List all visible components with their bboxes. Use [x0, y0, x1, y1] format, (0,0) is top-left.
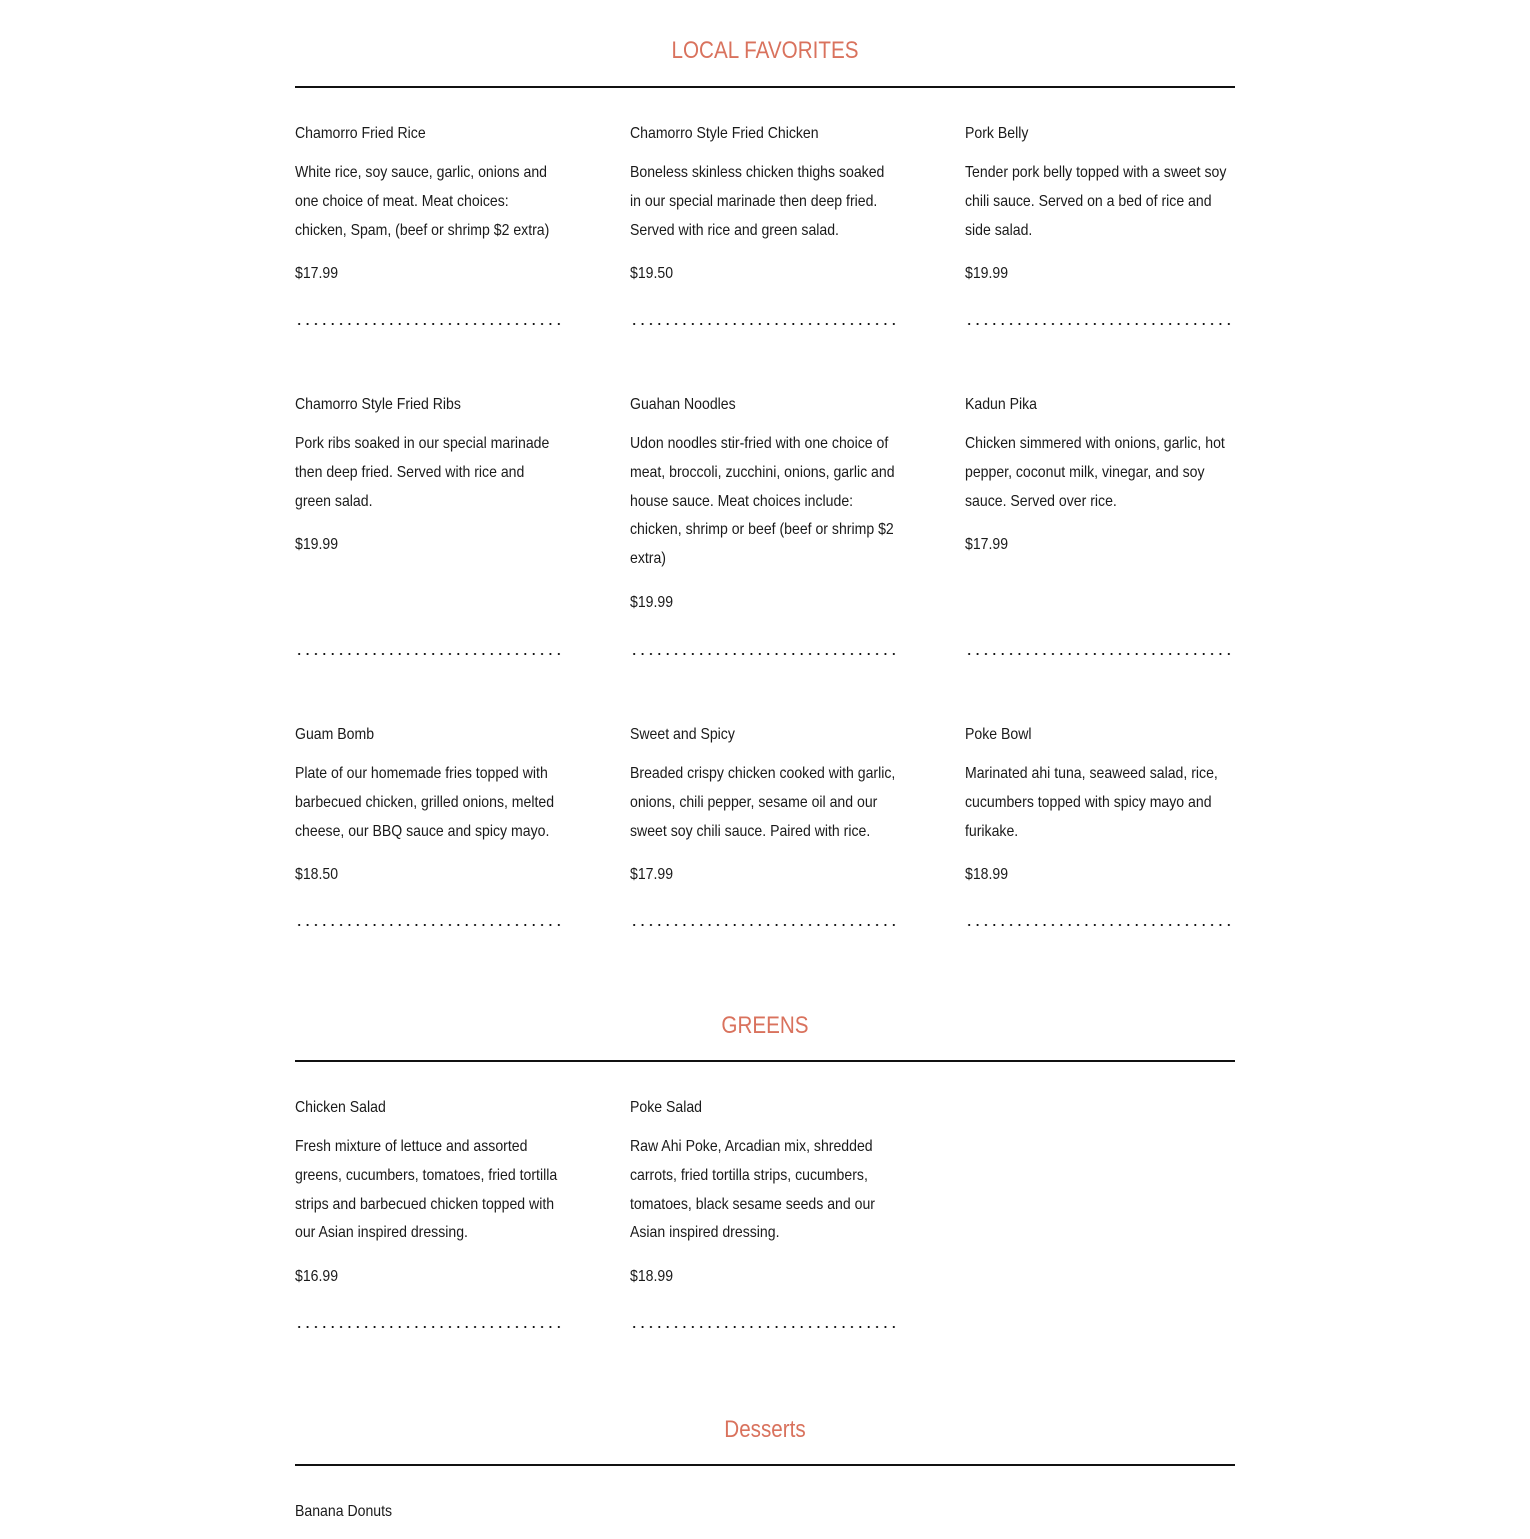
item-description: Boneless skinless chicken thighs soaked in our special marinade then deep fried. Served with rice and green salad.: [630, 164, 885, 239]
menu-item: [630, 1098, 900, 1338]
dotted-divider: [630, 652, 898, 656]
item-name: Chamorro Style Fried Chicken: [630, 125, 819, 142]
item-description: Breaded crispy chicken cooked with garlic, onions, chili pepper, sesame oil and our sweet soy chili sauce. Paired with rice.: [630, 765, 896, 840]
item-name: Guam Bomb: [295, 726, 375, 743]
item-name: Sweet and Spicy: [630, 726, 735, 743]
menu-item: [965, 725, 1235, 925]
menu-item: [295, 395, 565, 725]
item-price: $16.99: [295, 1268, 339, 1286]
item-price: $18.50: [295, 866, 339, 884]
menu-item: [295, 725, 565, 925]
section-divider: [295, 86, 1235, 88]
item-name: Chamorro Style Fried Ribs: [295, 396, 461, 413]
item-name: Pork Belly: [965, 125, 1029, 142]
item-name: Guahan Noodles: [630, 396, 736, 413]
item-description: Raw Ahi Poke, Arcadian mix, shredded carrots, fried tortilla strips, cucumbers, tomatoes, black sesame seeds and our Asian inspired dressing.: [630, 1138, 875, 1242]
menu: [295, 0, 1235, 1520]
menu-grid: [295, 1098, 1235, 1338]
item-price: $19.99: [630, 593, 674, 611]
item-description: Plate of our homemade fries topped with barbecued chicken, grilled onions, melted cheese, our BBQ sauce and spicy mayo.: [295, 765, 555, 840]
dotted-divider: [295, 923, 563, 927]
item-description: Tender pork belly topped with a sweet soy chili sauce. Served on a bed of rice and side salad.: [965, 164, 1227, 239]
item-price: $17.99: [630, 866, 674, 884]
item-price: $17.99: [965, 536, 1009, 554]
item-price: $19.50: [630, 265, 674, 283]
item-description: Pork ribs soaked in our special marinade then deep fried. Served with rice and green salad.: [295, 435, 550, 510]
dotted-divider: [630, 923, 898, 927]
item-name: Banana Donuts: [295, 1503, 393, 1520]
dotted-divider: [965, 322, 1233, 326]
section-divider: [295, 1060, 1235, 1062]
menu-item: [630, 124, 900, 395]
item-name: Poke Bowl: [965, 726, 1032, 743]
section-local-favorites: [295, 0, 1235, 925]
dotted-divider: [630, 1325, 898, 1329]
item-price: $18.99: [965, 866, 1009, 884]
menu-item: [295, 1502, 565, 1522]
dotted-divider: [295, 652, 563, 656]
menu-item: [295, 124, 565, 395]
dotted-divider: [295, 322, 563, 326]
menu-item: [295, 1098, 565, 1338]
menu-item: [965, 124, 1235, 395]
item-name: Chamorro Fried Rice: [295, 125, 426, 142]
item-description: Chicken simmered with onions, garlic, hot pepper, coconut milk, vinegar, and soy sauce. Served over rice.: [965, 435, 1225, 510]
dotted-divider: [965, 652, 1233, 656]
section-greens: [295, 1009, 1235, 1338]
dotted-divider: [965, 923, 1233, 927]
item-description: Fresh mixture of lettuce and assorted greens, cucumbers, tomatoes, fried tortilla strips and barbecued chicken topped with our Asian inspired dressing.: [295, 1138, 558, 1242]
item-name: Chicken Salad: [295, 1099, 386, 1116]
item-description: Marinated ahi tuna, seaweed salad, rice, cucumbers topped with spicy mayo and furikake.: [965, 765, 1218, 840]
menu-grid: [295, 124, 1235, 925]
item-price: $18.99: [630, 1268, 674, 1286]
item-name: Kadun Pika: [965, 396, 1038, 413]
section-title: GREENS: [721, 1012, 809, 1039]
section-desserts: [295, 1413, 1235, 1522]
dotted-divider: [295, 1325, 563, 1329]
dotted-divider: [630, 322, 898, 326]
menu-item: [630, 725, 900, 925]
section-title: Desserts: [724, 1416, 806, 1443]
item-price: $17.99: [295, 265, 339, 283]
section-title: LOCAL FAVORITES: [671, 37, 859, 64]
item-name: Poke Salad: [630, 1099, 703, 1116]
menu-item: [965, 395, 1235, 725]
menu-item: [630, 395, 900, 725]
item-price: $19.99: [295, 536, 339, 554]
item-description: Udon noodles stir-fried with one choice of meat, broccoli, zucchini, onions, garlic and house sauce. Meat choices include: chicken, shrimp or beef (beef or shrimp $2 extra): [630, 435, 895, 568]
item-description: White rice, soy sauce, garlic, onions and one choice of meat. Meat choices: chicken, Spam, (beef or shrimp $2 extra): [295, 164, 550, 239]
item-price: $19.99: [965, 265, 1009, 283]
menu-grid: [295, 1502, 1235, 1522]
section-divider: [295, 1464, 1235, 1466]
